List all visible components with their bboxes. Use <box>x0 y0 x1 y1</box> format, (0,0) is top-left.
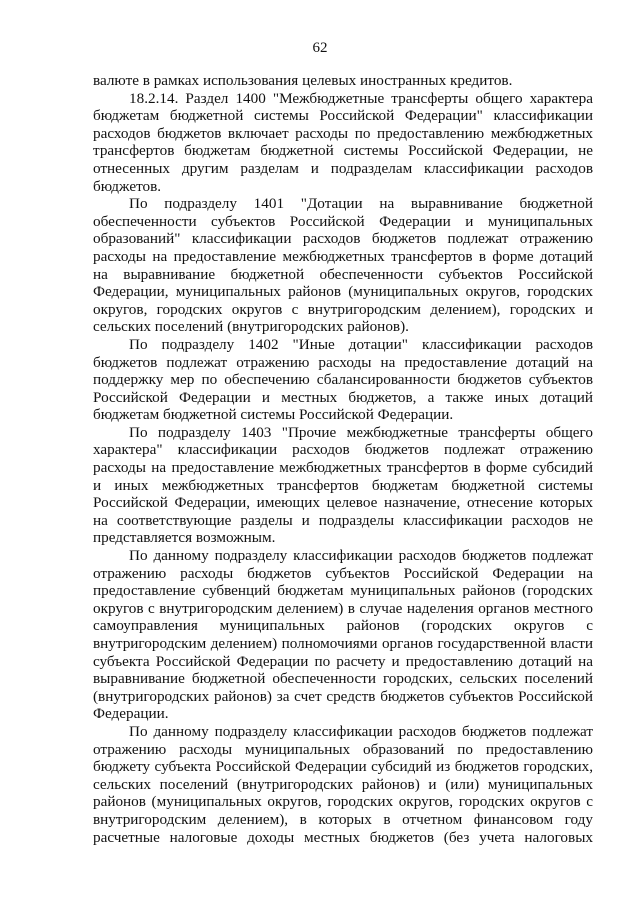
paragraph-subsection-1402: По подразделу 1402 "Иные дотации" классификации расходов бюджетов подлежат отражению расходы на предоставление дотаций на поддержку мер по обеспечению сбалансированности бюджетов субъектов Российской Федерации и местных бюджетов, а также иных дотаций бюджетам бюджетной системы Российской Федерации. <box>93 335 593 424</box>
paragraph-subventions: По данному подразделу классификации расходов бюджетов подлежат отражению расходы бюджетов субъектов Российской Федерации на предоставление субвенций бюджетам муниципальных районов (городских округов с внутригородским делением) в случае наделения органов местного самоуправления муниципальных районов (городских округов с внутригородским делением) полномочиями органов государственной власти субъекта Российской Федерации по расчету и предоставлению дотаций на выравнивание бюджетной обеспеченности городских, сельских поселений (внутригородских районов) за счет средств бюджетов субъектов Российской Федерации. <box>93 547 593 723</box>
paragraph-subsection-1401: По подразделу 1401 "Дотации на выравнивание бюджетной обеспеченности субъектов Российской Федерации и муниципальных образований" классификации расходов бюджетов подлежат отражению расходы на предоставление межбюджетных трансфертов в форме дотаций на выравнивание бюджетной обеспеченности субъектов Российской Федерации, муниципальных районов (муниципальных округов, городских округов, городских округов с внутригородским делением), городских и сельских поселений (внутригородских районов). <box>93 195 593 336</box>
paragraph-continuation: валюте в рамках использования целевых иностранных кредитов. <box>93 72 513 89</box>
paragraph-subsidies: По данному подразделу классификации расходов бюджетов подлежат отражению расходы муниципальных образований по предоставлению бюджету субъекта Российской Федерации субсидий из бюджетов городских, сельских поселений (внутригородских районов) и (или) муниципальных районов (муниципальных округов, городских округов, городских округов с внутригородским делением), в которых в отчетном финансовом году расчетные налоговые доходы местных бюджетов (без учета налоговых <box>93 722 593 846</box>
page-number: 62 <box>312 40 328 56</box>
document-body <box>93 72 593 846</box>
paragraph-section-1400: 18.2.14. Раздел 1400 "Межбюджетные трансферты общего характера бюджетам бюджетной системы Российской Федерации" классификации расходов бюджетов включает расходы по предоставлению межбюджетных трансфертов бюджетам бюджетной системы Российской Федерации, не отнесенных другим разделам и подразделам классификации расходов бюджетов. <box>93 89 593 195</box>
paragraph-subsection-1403: По подразделу 1403 "Прочие межбюджетные трансферты общего характера" классификации расходов бюджетов подлежат отражению расходы на предоставление межбюджетных трансфертов в форме субсидий и иных межбюджетных трансфертов бюджетам бюджетной системы Российской Федерации, имеющих целевое назначение, отнесение которых на соответствующие разделы и подразделы классификации расходов не представляется возможным. <box>93 423 593 547</box>
